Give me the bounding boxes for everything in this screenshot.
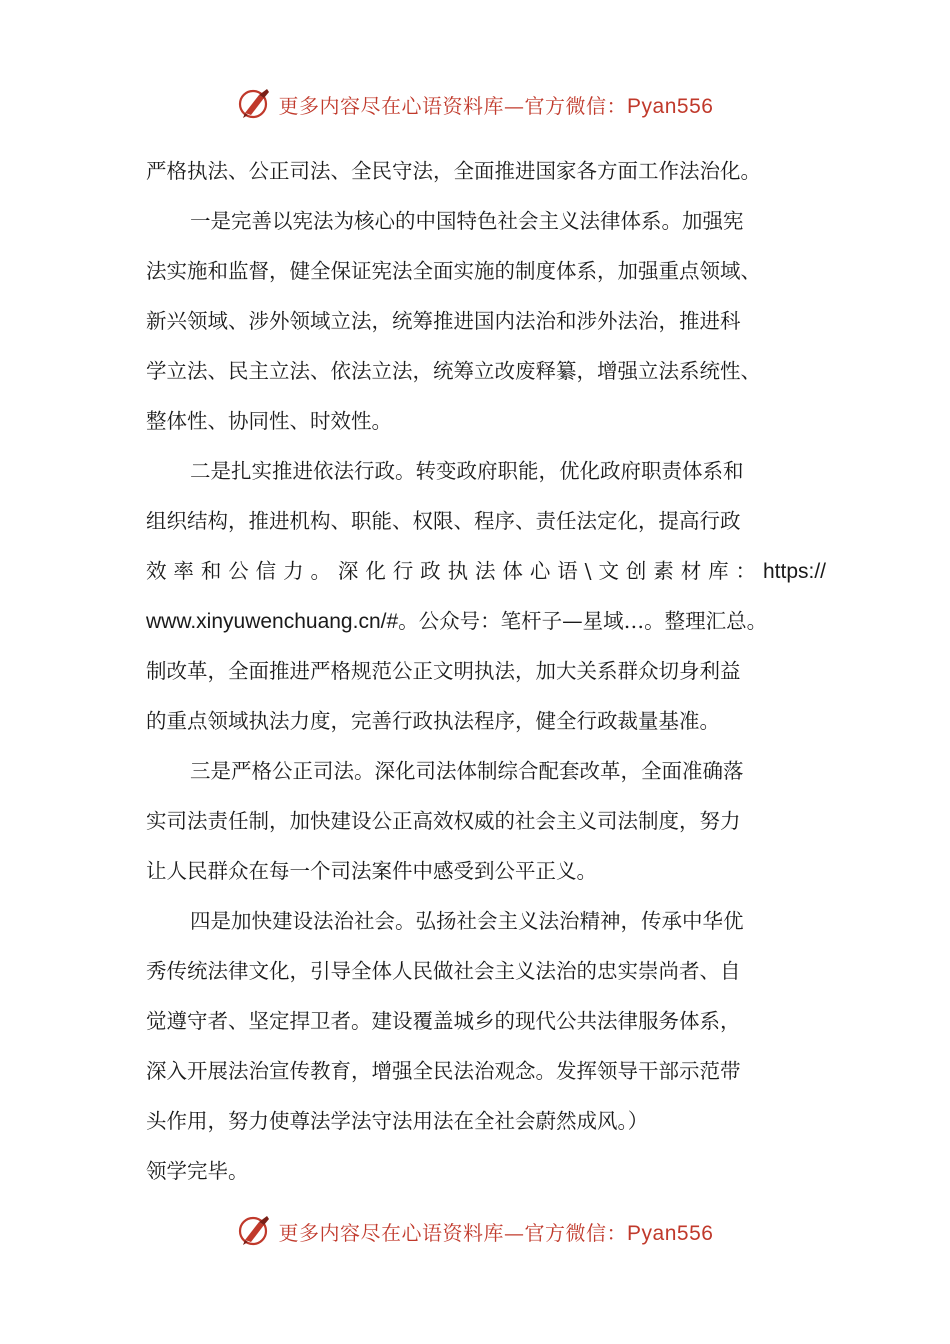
text-line: 实司法责任制，加快建设公正高效权威的社会主义司法制度，努力 [146,809,741,833]
text-line: 制改革，全面推进严格规范公正文明执法，加大关系群众切身利益 [146,659,741,683]
text-line: 让人民群众在每一个司法案件中感受到公平正义。 [146,859,597,883]
footer-watermark-banner [0,1211,950,1251]
banner-text: 更多内容尽在心语资料库—官方微信：Pyan556 [278,1220,714,1245]
text-line: 觉遵守者、坚定捍卫者。建设覆盖城乡的现代公共法律服务体系， [146,1009,741,1033]
closing-line: 领学完毕。 [146,1159,249,1183]
text-line: 学立法、民主立法、依法立法，统筹立改废释纂，增强立法系统性、 [146,359,761,383]
paragraph-start-line: 一是完善以宪法为核心的中国特色社会主义法律体系。加强宪 [190,209,744,233]
text-line: 新兴领域、涉外领域立法，统筹推进国内法治和涉外法治，推进科 [146,309,741,333]
document-body [146,146,826,1196]
text-line-with-url: www.xinyuwenchuang.cn/#。公众号：笔杆子—星域…。整理汇总。 [146,609,768,633]
pen-nib-logo-icon [237,1213,273,1249]
pen-nib-logo-icon [237,86,273,122]
text-line: 组织结构，推进机构、职能、权限、程序、责任法定化，提高行政 [146,509,741,533]
text-line: 深入开展法治宣传教育，增强全民法治观念。发挥领导干部示范带 [146,1059,741,1083]
url-fragment: https:// [762,560,826,583]
paragraph-start-line: 三是严格公正司法。深化司法体制综合配套改革，全面准确落 [190,759,744,783]
paragraph-start-line: 四是加快建设法治社会。弘扬社会主义法治精神，传承中华优 [190,909,744,933]
banner-text: 更多内容尽在心语资料库—官方微信：Pyan556 [278,93,714,118]
text-line: 的重点领域执法力度，完善行政执法程序，健全行政裁量基准。 [146,709,720,733]
url-fragment: www.xinyuwenchuang.cn/# [146,610,399,633]
text-line: 秀传统法律文化，引导全体人民做社会主义法治的忠实崇尚者、自 [146,959,741,983]
text-line-with-url: 效率和公信力。深化行政执法体心语\文创素材库：https:// [146,559,826,583]
text-line: 法实施和监督，健全保证宪法全面实施的制度体系，加强重点领域、 [146,259,761,283]
header-watermark-banner [0,84,950,124]
paragraph-start-line: 二是扎实推进依法行政。转变政府职能，优化政府职责体系和 [190,459,744,483]
text-line: 严格执法、公正司法、全民守法，全面推进国家各方面工作法治化。 [146,159,761,183]
text-line: 头作用，努力使尊法学法守法用法在全社会蔚然成风。） [146,1109,649,1133]
text-line: 整体性、协同性、时效性。 [146,409,392,433]
